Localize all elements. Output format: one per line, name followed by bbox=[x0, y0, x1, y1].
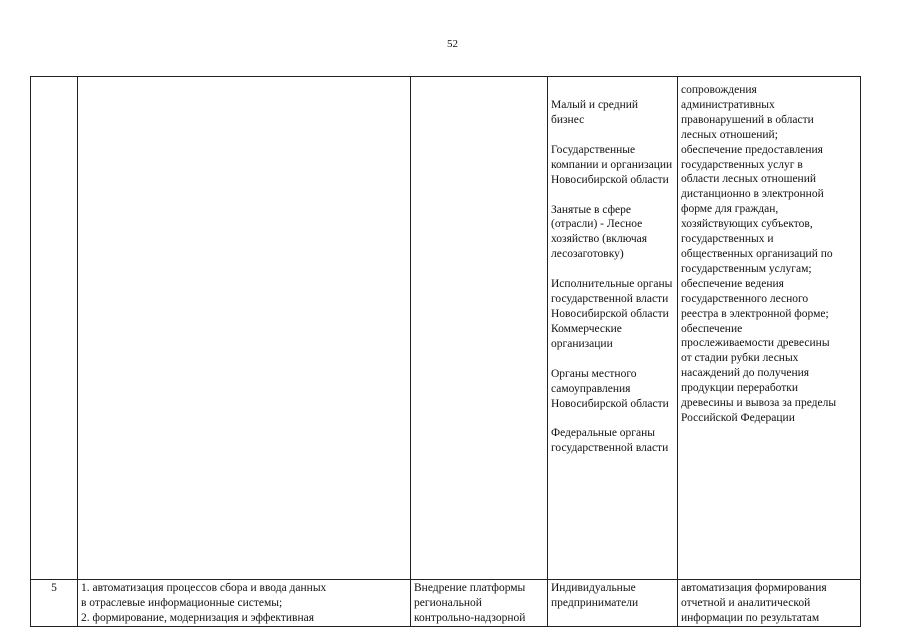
page-number: 52 bbox=[447, 38, 458, 50]
task-line: 1. автоматизация процессов сбора и ввода данных bbox=[81, 582, 327, 594]
services-line: древесины и вывоза за пределы bbox=[681, 397, 837, 410]
services-line: государственных и bbox=[681, 233, 774, 246]
table-row-5 bbox=[31, 580, 861, 627]
target-group-line: предприниматели bbox=[551, 596, 639, 609]
services-line: от стадии рубки лесных bbox=[681, 352, 799, 365]
cell-services bbox=[678, 77, 861, 580]
services-line: сопровождения bbox=[681, 84, 757, 96]
solution-line: региональной bbox=[414, 596, 482, 609]
services-line: дистанционно в электронной bbox=[681, 188, 824, 201]
cell-tasks bbox=[78, 580, 411, 627]
solution-line: Внедрение платформы bbox=[414, 582, 526, 594]
target-group-item: Исполнительные органы государственной власти Новосибирской области bbox=[551, 278, 673, 320]
services-line: правонарушений в области bbox=[681, 113, 814, 126]
services-line: обеспечение bbox=[681, 322, 743, 335]
services-line: форме для граждан, bbox=[681, 203, 779, 216]
cell-target-groups bbox=[548, 580, 678, 627]
services-line: хозяйствующих субъектов, bbox=[681, 218, 813, 231]
target-group-item: Органы местного самоуправления Новосибирской области bbox=[551, 367, 669, 410]
cell-number bbox=[31, 77, 78, 580]
services-line: административных bbox=[681, 98, 775, 111]
services-line: общественных организаций по bbox=[681, 247, 833, 260]
services-line: насаждений до получения bbox=[681, 367, 810, 380]
cell-number: 5 bbox=[31, 580, 78, 627]
services-line: государственного лесного bbox=[681, 292, 809, 305]
target-group-item: Занятые в сфере (отрасли) - Лесное хозяйство (включая лесозаготовку) bbox=[551, 203, 648, 261]
services-line: лесных отношений; bbox=[681, 128, 778, 141]
services-line: продукции переработки bbox=[681, 382, 799, 395]
cell-target-groups bbox=[548, 77, 678, 580]
services-line: прослеживаемости древесины bbox=[681, 337, 830, 350]
task-line: 2. формирование, модернизация и эффективная bbox=[81, 611, 315, 624]
cell-services bbox=[678, 580, 861, 627]
measures-table bbox=[30, 76, 861, 627]
service-line: информации по результатам bbox=[681, 611, 820, 624]
services-line: реестра в электронной форме; bbox=[681, 307, 829, 320]
service-line: автоматизация формирования bbox=[681, 582, 827, 594]
cell-solution bbox=[411, 580, 548, 627]
solution-line: контрольно-надзорной bbox=[414, 611, 526, 624]
services-line: области лесных отношений bbox=[681, 173, 817, 186]
target-group-item: Государственные компании и организации Новосибирской области bbox=[551, 143, 673, 186]
task-line: в отраслевые информационные системы; bbox=[81, 596, 283, 609]
target-group-item: Коммерческие организации bbox=[551, 322, 622, 350]
services-line: государственным услугам; bbox=[681, 262, 812, 275]
services-line: обеспечение ведения bbox=[681, 277, 784, 290]
target-group-item: Федеральные органы государственной власти bbox=[551, 427, 669, 455]
services-line: государственных услуг в bbox=[681, 158, 803, 171]
cell-solution bbox=[411, 77, 548, 580]
services-line: обеспечение предоставления bbox=[681, 143, 823, 156]
target-group-item: Малый и средний бизнес bbox=[551, 99, 639, 126]
service-line: отчетной и аналитической bbox=[681, 596, 811, 609]
cell-tasks bbox=[78, 77, 411, 580]
services-line: Российской Федерации bbox=[681, 411, 795, 424]
table-row-continued bbox=[31, 77, 861, 580]
target-group-line: Индивидуальные bbox=[551, 582, 636, 594]
